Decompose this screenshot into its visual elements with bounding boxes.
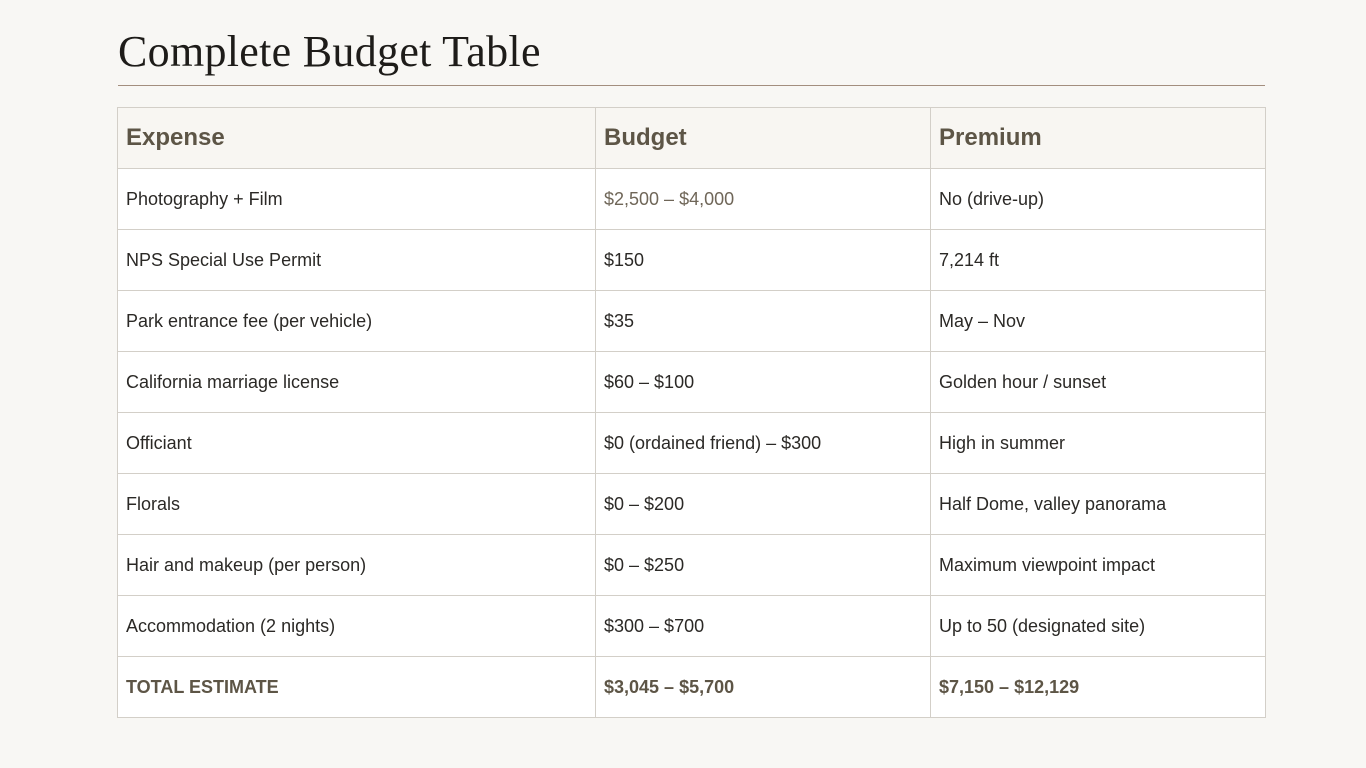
expense-cell: Hair and makeup (per person)	[118, 535, 596, 596]
premium-cell: No (drive-up)	[931, 169, 1266, 230]
budget-cell: $150	[596, 230, 931, 291]
table-row	[118, 413, 1266, 474]
expense-cell: California marriage license	[118, 352, 596, 413]
expense-cell: Officiant	[118, 413, 596, 474]
column-header-premium: Premium	[931, 108, 1266, 169]
budget-cell: $35	[596, 291, 931, 352]
total-label: TOTAL ESTIMATE	[118, 657, 596, 718]
table-row	[118, 169, 1266, 230]
title-divider	[118, 85, 1265, 86]
budget-table	[117, 107, 1266, 718]
premium-cell: 7,214 ft	[931, 230, 1266, 291]
premium-cell: High in summer	[931, 413, 1266, 474]
budget-cell: $0 (ordained friend) – $300	[596, 413, 931, 474]
total-premium: $7,150 – $12,129	[931, 657, 1266, 718]
table-row	[118, 230, 1266, 291]
total-budget: $3,045 – $5,700	[596, 657, 931, 718]
premium-cell: Half Dome, valley panorama	[931, 474, 1266, 535]
table-row	[118, 596, 1266, 657]
column-header-budget: Budget	[596, 108, 931, 169]
page-title: Complete Budget Table	[118, 27, 541, 76]
expense-cell: Florals	[118, 474, 596, 535]
budget-cell: $60 – $100	[596, 352, 931, 413]
premium-cell: May – Nov	[931, 291, 1266, 352]
expense-cell: Park entrance fee (per vehicle)	[118, 291, 596, 352]
premium-cell: Maximum viewpoint impact	[931, 535, 1266, 596]
table-header-row	[118, 108, 1266, 169]
table-row	[118, 291, 1266, 352]
column-header-expense: Expense	[118, 108, 596, 169]
expense-cell: Accommodation (2 nights)	[118, 596, 596, 657]
budget-cell: $0 – $250	[596, 535, 931, 596]
premium-cell: Up to 50 (designated site)	[931, 596, 1266, 657]
budget-cell: $2,500 – $4,000	[596, 169, 931, 230]
table-row	[118, 352, 1266, 413]
budget-cell: $300 – $700	[596, 596, 931, 657]
table-row	[118, 474, 1266, 535]
total-row	[118, 657, 1266, 718]
premium-cell: Golden hour / sunset	[931, 352, 1266, 413]
expense-cell: NPS Special Use Permit	[118, 230, 596, 291]
expense-cell: Photography + Film	[118, 169, 596, 230]
budget-cell: $0 – $200	[596, 474, 931, 535]
table-row	[118, 535, 1266, 596]
